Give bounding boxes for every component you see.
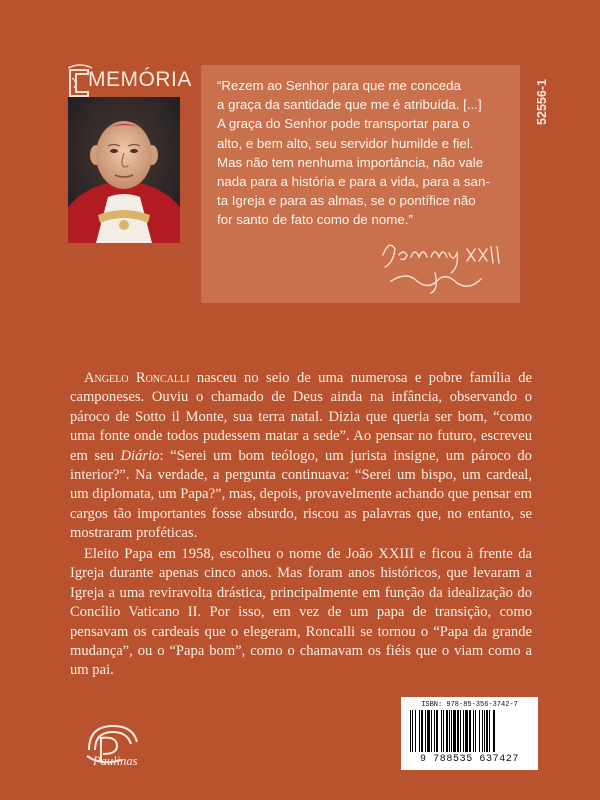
barcode-image [410, 710, 529, 752]
body-paragraph-1-part-1: nasceu no seio de uma numerosa e pobre família de camponeses. Ouviu o chamado de Deus ainda na infância, observando o pároco de Sotto il Monte, sua terra natal. Dizia que queria ser bom, “como uma fonte onde todos pudessem matar a sede”. Ao pensar no futuro, escreveu em seu [70, 370, 532, 464]
quote-box [201, 65, 520, 303]
lead-name: Angelo Roncalli [84, 370, 190, 386]
paulinas-emblem-icon [81, 720, 147, 780]
publisher-name: Paulinas [93, 754, 138, 768]
series-logo [66, 64, 192, 100]
barcode-box [401, 697, 538, 770]
diario-title: Diário [120, 447, 160, 464]
body-paragraph-1 [70, 369, 532, 544]
quote-text: “Rezem ao Senhor para que me conceda a graça da santidade que me é atribuída. [...] A graça do Senhor pode transportar para o alto, e bem alto, seu servidor humilde e fiel. Mas não tem nenhuma importância, não vale nada para a história e para a vida, para a san- ta Igreja e para as almas, se o pontífice não for santo de fato como de nome.” [217, 78, 490, 228]
catalog-number: 52556-1 [535, 79, 549, 125]
portrait-photo [68, 97, 180, 243]
series-label: MEMÓRIA [88, 68, 192, 91]
body-paragraph-2: Eleito Papa em 1958, escolheu o nome de João XXIII e ficou à frente da Igreja durante apenas cinco anos. Mas foram anos históricos, que levaram a Igreja a uma reviravolta drástica, principalmente em função da idealização do Concílio Vaticano II. Por isso, em vez de um papa de transição, como pensavam os cardeais que o elegeram, Roncalli se tornou o “Papa da grande mudança”, ou o “Papa bom”, como o chamavam os fiéis que o viam como a um pai. [70, 546, 532, 679]
isbn-label: ISBN: 978-85-356-3742-7 [421, 701, 518, 709]
signature-image [377, 233, 517, 297]
body-paragraph-1-part-2: : “Serei um bom teólogo, um jurista insigne, um pároco do interior?”. Na verdade, a pergunta continuava: “Serei um bispo, um cardeal, um diplomata, um Papa?”, mas, depois, provavelmente achando que pensar em cargos tão importantes fosse absurdo, riscou as palavras que, no entanto, se mostraram proféticas. [70, 447, 532, 542]
barcode-digits: 9 788535 637427 [419, 754, 519, 765]
publisher-logo [81, 720, 147, 780]
